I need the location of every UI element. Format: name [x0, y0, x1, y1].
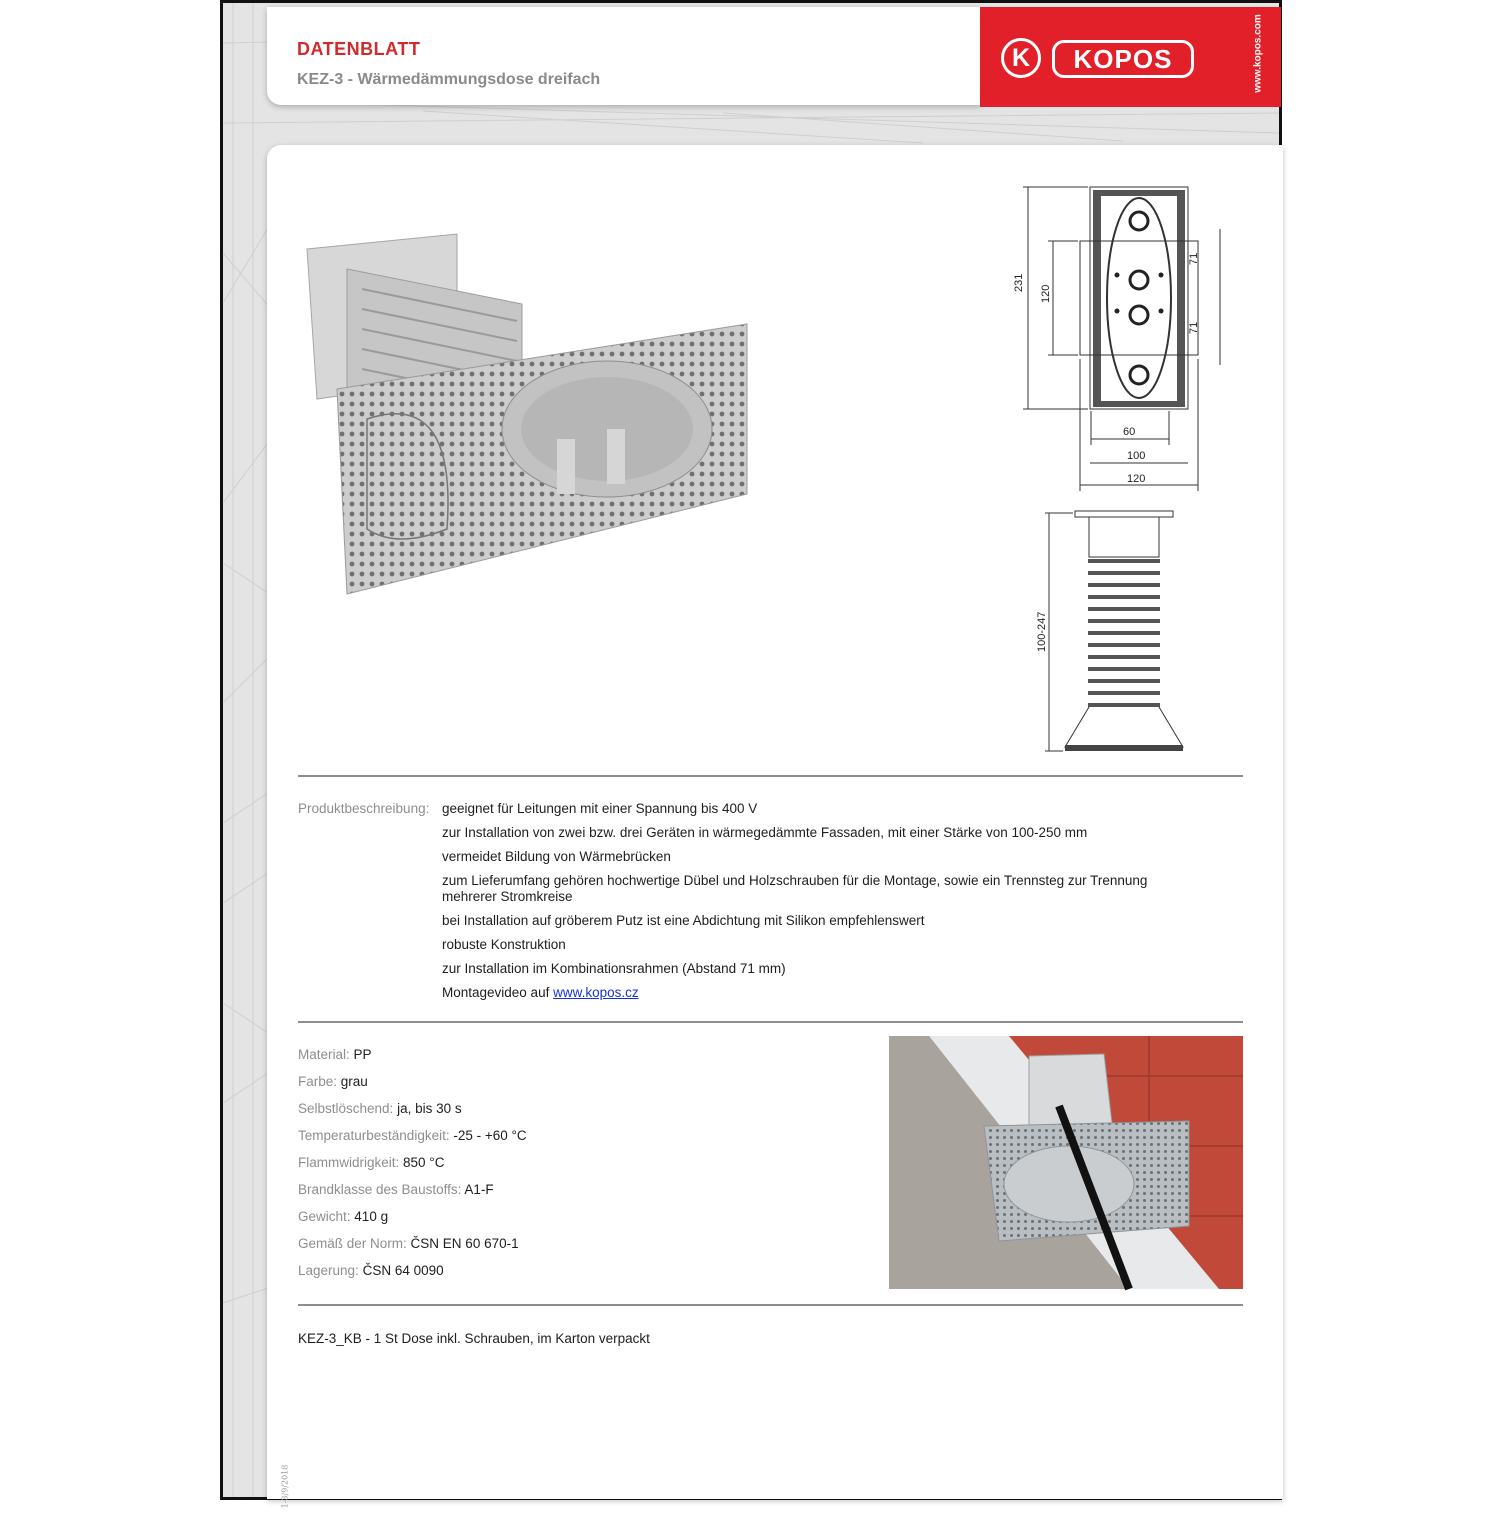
dim-overall-height: 231 [1013, 273, 1025, 292]
packaging-note: KEZ-3_KB - 1 St Dose inkl. Schrauben, im Karton verpackt [298, 1331, 650, 1346]
dim-pitch-upper: 71 [1188, 252, 1200, 265]
description-item-video [442, 985, 1202, 1001]
dim-body-width: 100 [1127, 450, 1146, 462]
description-item: zur Installation im Kombinationsrahmen (Abstand 71 mm) [442, 961, 786, 976]
logo-mark-letter: K [1011, 44, 1031, 72]
divider [298, 1021, 1243, 1023]
property-row: Flammwidrigkeit: 850 °C [298, 1155, 445, 1170]
property-row: Farbe: grau [298, 1074, 368, 1089]
description-list [442, 801, 1202, 1009]
description-item: zum Lieferumfang gehören hochwertige Dübel und Holzschrauben für die Montage, sowie ein Trennsteg zur Trennung mehrerer Stromkreise [442, 873, 1148, 904]
installation-photo [889, 1036, 1243, 1289]
logo-mark [1001, 38, 1041, 78]
description-label: Produktbeschreibung: [298, 801, 430, 816]
property-row: Gewicht: 410 g [298, 1209, 389, 1224]
property-row: Lagerung: ČSN 64 0090 [298, 1263, 444, 1278]
divider [298, 775, 1243, 777]
dim-flange-width: 120 [1127, 473, 1146, 485]
divider [298, 1304, 1243, 1306]
datasheet-page [220, 0, 1282, 1509]
product-title: KEZ-3 - Wärmedämmungsdose dreifach [297, 71, 601, 88]
dim-frame-height: 120 [1040, 284, 1052, 303]
website-text: www.kopos.com [1252, 14, 1264, 93]
website-vertical [1208, 7, 1308, 107]
document-type-label: DATENBLATT [297, 39, 421, 59]
description-item: robuste Konstruktion [442, 937, 566, 952]
dimension-drawing-side [1036, 507, 1205, 755]
dim-depth-range: 100-247 [1036, 611, 1048, 652]
properties-list [298, 1047, 858, 1290]
dimension-drawing-front [1013, 179, 1203, 497]
property-row: Material: PP [298, 1047, 372, 1062]
property-row: Brandklasse des Baustoffs: A1-F [298, 1182, 494, 1197]
header-card [267, 7, 981, 105]
dim-inner-width: 60 [1123, 426, 1136, 438]
content-card [267, 145, 1283, 1509]
description-item: geeignet für Leitungen mit einer Spannung bis 400 V [442, 801, 758, 816]
product-photo [307, 229, 757, 609]
brand-name: KOPOS [1052, 40, 1194, 78]
brand-logo-box [980, 7, 1281, 107]
property-row: Selbstlöschend: ja, bis 30 s [298, 1101, 462, 1116]
description-item: vermeidet Bildung von Wärmebrücken [442, 849, 671, 864]
revision-vertical [255, 1460, 315, 1520]
video-prefix: Montagevideo auf [442, 985, 554, 1000]
property-row: Temperaturbeständigkeit: -25 - +60 °C [298, 1128, 527, 1143]
kopos-website-link[interactable]: www.kopos.cz [553, 985, 639, 1000]
revision-text: 1-3/9/2018 [280, 1464, 290, 1509]
property-row: Gemäß der Norm: ČSN EN 60 670-1 [298, 1236, 519, 1251]
description-item: bei Installation auf gröberem Putz ist eine Abdichtung mit Silikon empfehlenswert [442, 913, 925, 928]
description-item: zur Installation von zwei bzw. drei Geräten in wärmegedämmte Fassaden, mit einer Stärke von 100-250 mm [442, 825, 1088, 840]
dim-pitch-lower: 71 [1188, 321, 1200, 334]
